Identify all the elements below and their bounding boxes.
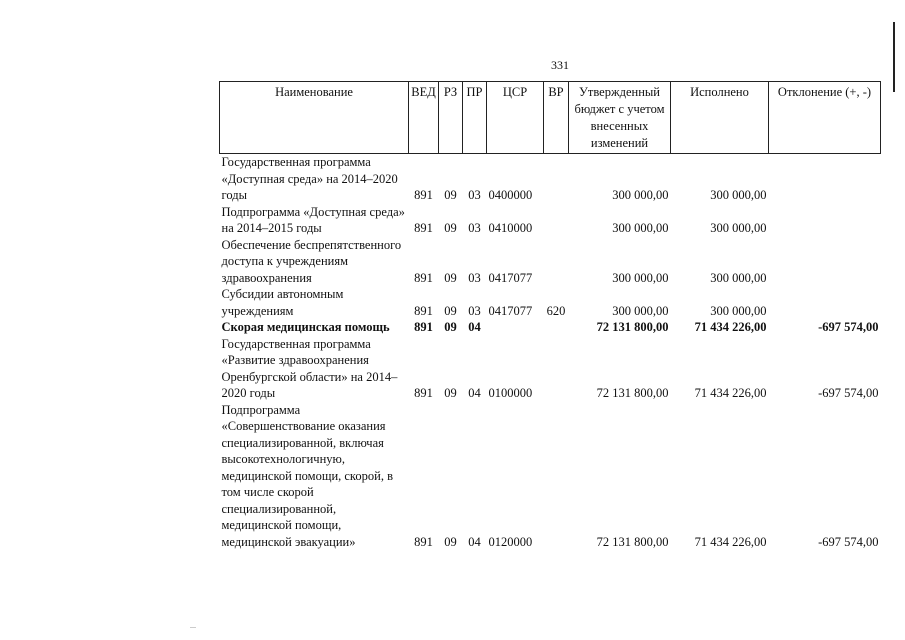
header-ved: ВЕД [409, 82, 439, 154]
page-number: 331 [551, 58, 569, 72]
cell-vr [544, 336, 569, 402]
cell-deviation [769, 204, 881, 237]
cell-executed: 71 434 226,00 [694, 534, 767, 549]
cell-name: Скорая медицинская помощь [221, 320, 390, 334]
cell-csr: 0120000 [488, 534, 533, 549]
cell-vr [544, 204, 569, 237]
cell-executed: 71 434 226,00 [694, 386, 767, 400]
cell-csr: 0100000 [488, 386, 533, 400]
cell-name: Государственная программа «Развитие здравоохранения Оренбургской области» на 2014–2020 годы [221, 336, 398, 400]
cell-rz: 09 [444, 303, 457, 318]
cell-ved: 891 [414, 386, 433, 400]
table-row [220, 402, 881, 551]
table-header-row [220, 82, 881, 154]
cell-vr [544, 402, 569, 551]
cell-executed: 300 000,00 [710, 221, 767, 235]
cell-pr: 03 [468, 188, 481, 202]
cell-approved: 300 000,00 [612, 303, 669, 318]
cell-approved: 72 131 800,00 [596, 386, 669, 400]
header-name: Наименование [220, 82, 409, 154]
cell-ved: 891 [414, 534, 433, 549]
cell-ved: 891 [414, 303, 433, 318]
cell-csr: 0410000 [488, 221, 533, 235]
cell-approved: 300 000,00 [612, 270, 669, 285]
cell-approved: 300 000,00 [612, 188, 669, 202]
cell-rz: 09 [444, 534, 457, 549]
table-row [220, 237, 881, 287]
cell-name: Подпрограмма «Совершенствование оказания специализированной, включая высокотехнологичную, медицинской помощи, скорой, в том числе скорой специализированной, медицинской помощи, медицинской эвакуации» [221, 402, 393, 549]
cell-approved: 72 131 800,00 [596, 320, 669, 334]
cell-rz: 09 [444, 386, 457, 400]
header-rz: РЗ [439, 82, 463, 154]
table-row [220, 154, 881, 204]
cell-deviation: -697 574,00 [818, 320, 879, 334]
cell-vr [544, 319, 569, 336]
cell-deviation: -697 574,00 [818, 534, 879, 549]
cell-vr: 620 [546, 303, 566, 318]
cell-ved: 891 [414, 221, 433, 235]
cell-csr: 0400000 [488, 188, 533, 202]
cell-rz: 09 [444, 270, 457, 285]
cell-name: Обеспечение беспрепятственного доступа к учреждениям здравоохранения [221, 237, 402, 285]
cell-ved: 891 [414, 320, 433, 334]
table-body [220, 154, 881, 551]
cell-name: Субсидии автономным учреждениям [221, 287, 344, 318]
cell-pr: 04 [468, 534, 481, 549]
cell-name: Подпрограмма «Доступная среда» на 2014–2015 годы [221, 204, 405, 235]
cell-csr [487, 319, 544, 336]
header-deviation: Отклонение (+, -) [769, 82, 881, 154]
header-vr: ВР [544, 82, 569, 154]
cell-name: Государственная программа «Доступная среда» на 2014–2020 годы [221, 155, 398, 202]
cell-approved: 72 131 800,00 [596, 534, 669, 549]
cell-approved: 300 000,00 [612, 221, 669, 235]
cell-rz: 09 [444, 320, 457, 334]
cell-rz: 09 [444, 188, 457, 202]
scan-mark [190, 627, 196, 628]
cell-csr: 0417077 [488, 303, 533, 318]
cell-pr: 03 [468, 270, 481, 285]
cell-deviation: -697 574,00 [818, 386, 879, 400]
table-row [220, 319, 881, 336]
cell-executed: 300 000,00 [710, 270, 767, 285]
cell-vr [544, 154, 569, 204]
cell-pr: 04 [468, 386, 481, 400]
cell-pr: 03 [468, 221, 481, 235]
cell-pr: 03 [468, 303, 481, 318]
cell-deviation [769, 154, 881, 204]
cell-csr: 0417077 [488, 270, 533, 285]
budget-table [219, 81, 881, 550]
table-row [220, 204, 881, 237]
header-pr: ПР [463, 82, 487, 154]
cell-pr: 04 [468, 320, 481, 334]
cell-ved: 891 [414, 270, 433, 285]
table-row [220, 286, 881, 319]
cell-rz: 09 [444, 221, 457, 235]
cell-executed: 300 000,00 [710, 303, 767, 318]
header-executed: Исполнено [671, 82, 769, 154]
cell-vr [544, 237, 569, 287]
page-edge-line [893, 22, 895, 92]
cell-deviation [769, 237, 881, 287]
cell-ved: 891 [414, 188, 433, 202]
table-row [220, 336, 881, 402]
header-approved: Утвержденный бюджет с учетом внесенных изменений [569, 82, 671, 154]
cell-deviation [769, 286, 881, 319]
header-csr: ЦСР [487, 82, 544, 154]
cell-executed: 71 434 226,00 [694, 320, 767, 334]
cell-executed: 300 000,00 [710, 188, 767, 202]
